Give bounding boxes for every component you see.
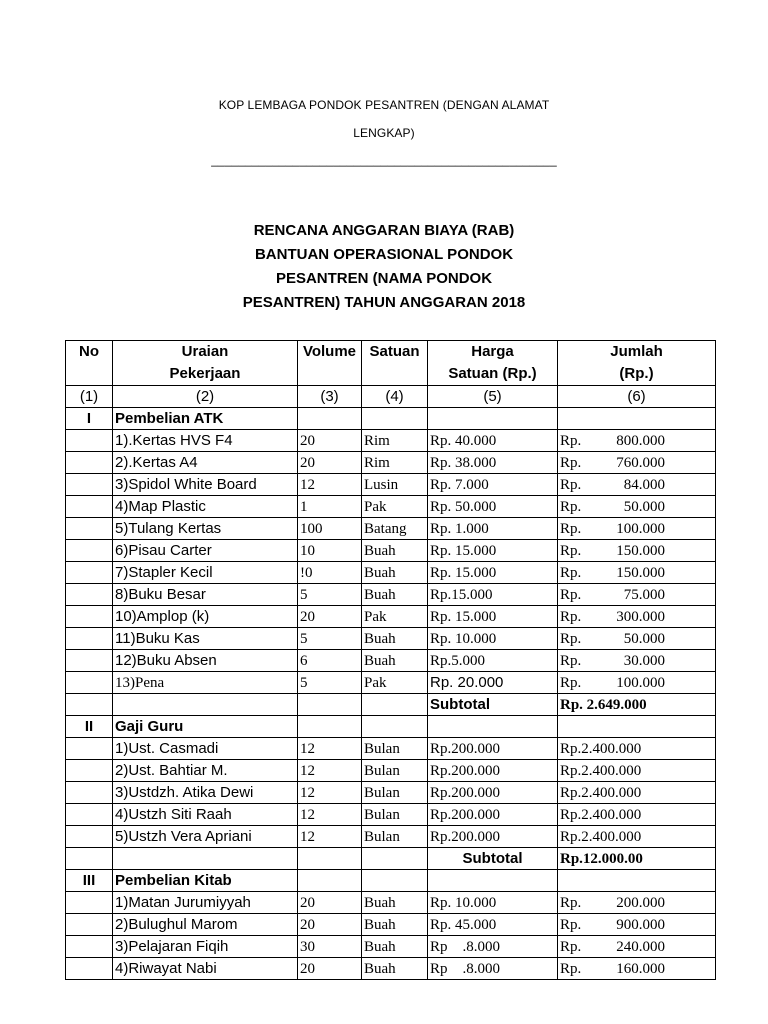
item-volume: 20 bbox=[298, 430, 362, 452]
title-line-3: PESANTREN (NAMA PONDOK bbox=[275, 270, 493, 287]
item-satuan: Buah bbox=[362, 914, 428, 936]
item-satuan: Pak bbox=[362, 606, 428, 628]
item-jumlah bbox=[558, 540, 716, 562]
item-harga: Rp. 7.000 bbox=[428, 474, 558, 496]
jumlah-currency: Rp. bbox=[560, 894, 582, 911]
item-volume: 12 bbox=[298, 826, 362, 848]
item-volume: 20 bbox=[298, 958, 362, 980]
header-harga: Harga Satuan (Rp.) bbox=[428, 341, 558, 386]
item-harga: Rp.200.000 bbox=[428, 782, 558, 804]
item-harga: Rp. 10.000 bbox=[428, 628, 558, 650]
empty-cell bbox=[66, 540, 113, 562]
empty-cell bbox=[362, 408, 428, 430]
empty-cell bbox=[66, 892, 113, 914]
section-row bbox=[66, 408, 716, 430]
section-title: Pembelian ATK bbox=[113, 408, 298, 430]
item-volume: 5 bbox=[298, 584, 362, 606]
jumlah-value: 160.000 bbox=[616, 960, 665, 977]
item-satuan: Buah bbox=[362, 892, 428, 914]
jumlah-value: 84.000 bbox=[623, 476, 665, 493]
jumlah-wrap bbox=[560, 629, 713, 649]
item-jumlah bbox=[558, 430, 716, 452]
item-harga: Rp. 15.000 bbox=[428, 540, 558, 562]
item-uraian: 6)Pisau Carter bbox=[113, 540, 298, 562]
empty-cell bbox=[66, 848, 113, 870]
col-number: (3) bbox=[298, 386, 362, 408]
item-satuan: Rim bbox=[362, 430, 428, 452]
empty-cell bbox=[66, 496, 113, 518]
jumlah-currency: Rp. bbox=[560, 542, 582, 559]
subtotal-row bbox=[66, 694, 716, 716]
item-jumlah: Rp.2.400.000 bbox=[558, 760, 716, 782]
kop-line-2: LENGKAP) bbox=[353, 126, 415, 140]
item-satuan: Bulan bbox=[362, 738, 428, 760]
empty-cell bbox=[66, 936, 113, 958]
jumlah-wrap bbox=[560, 519, 713, 539]
table-row bbox=[66, 584, 716, 606]
item-jumlah bbox=[558, 584, 716, 606]
empty-cell bbox=[558, 716, 716, 738]
table-row bbox=[66, 606, 716, 628]
item-volume: 12 bbox=[298, 782, 362, 804]
item-harga: Rp.200.000 bbox=[428, 826, 558, 848]
jumlah-currency: Rp. bbox=[560, 652, 582, 669]
table-row bbox=[66, 452, 716, 474]
item-volume: 30 bbox=[298, 936, 362, 958]
item-harga: Rp. 10.000 bbox=[428, 892, 558, 914]
empty-cell bbox=[66, 914, 113, 936]
jumlah-currency: Rp. bbox=[560, 916, 582, 933]
table-row bbox=[66, 628, 716, 650]
item-harga: Rp.200.000 bbox=[428, 738, 558, 760]
table-row bbox=[66, 430, 716, 452]
jumlah-currency: Rp. bbox=[560, 586, 582, 603]
item-satuan: Buah bbox=[362, 628, 428, 650]
section-number: I bbox=[66, 408, 113, 430]
item-volume: 12 bbox=[298, 804, 362, 826]
jumlah-wrap bbox=[560, 497, 713, 517]
item-volume: 12 bbox=[298, 738, 362, 760]
kop-line-1: KOP LEMBAGA PONDOK PESANTREN (DENGAN ALAMAT bbox=[218, 98, 550, 112]
jumlah-value: 150.000 bbox=[616, 542, 665, 559]
jumlah-currency: Rp. bbox=[560, 608, 582, 625]
empty-cell bbox=[66, 738, 113, 760]
section-number: III bbox=[66, 870, 113, 892]
item-jumlah bbox=[558, 892, 716, 914]
jumlah-wrap bbox=[560, 937, 713, 957]
item-harga: Rp. 1.000 bbox=[428, 518, 558, 540]
header-no: No bbox=[66, 341, 113, 386]
jumlah-currency: Rp. bbox=[560, 432, 582, 449]
item-uraian: 2)Ust. Bahtiar M. bbox=[113, 760, 298, 782]
item-satuan: Buah bbox=[362, 958, 428, 980]
item-jumlah bbox=[558, 496, 716, 518]
item-uraian: 1)Matan Jurumiyyah bbox=[113, 892, 298, 914]
item-uraian: 11)Buku Kas bbox=[113, 628, 298, 650]
item-uraian: 13)Pena bbox=[113, 672, 298, 694]
col-number: (2) bbox=[113, 386, 298, 408]
header-satuan: Satuan bbox=[362, 341, 428, 386]
item-harga: Rp .8.000 bbox=[428, 958, 558, 980]
jumlah-value: 760.000 bbox=[616, 454, 665, 471]
item-uraian: 2).Kertas A4 bbox=[113, 452, 298, 474]
item-volume: 5 bbox=[298, 628, 362, 650]
empty-cell bbox=[66, 650, 113, 672]
empty-cell bbox=[66, 826, 113, 848]
table-row bbox=[66, 914, 716, 936]
item-harga: Rp. 15.000 bbox=[428, 606, 558, 628]
item-harga: Rp.15.000 bbox=[428, 584, 558, 606]
item-volume: 12 bbox=[298, 474, 362, 496]
table-row bbox=[66, 474, 716, 496]
empty-cell bbox=[66, 606, 113, 628]
item-volume: 20 bbox=[298, 914, 362, 936]
section-row bbox=[66, 870, 716, 892]
item-jumlah bbox=[558, 958, 716, 980]
item-volume: 10 bbox=[298, 540, 362, 562]
table-row bbox=[66, 496, 716, 518]
item-harga: Rp.5.000 bbox=[428, 650, 558, 672]
item-jumlah bbox=[558, 672, 716, 694]
empty-cell bbox=[298, 408, 362, 430]
jumlah-currency: Rp. bbox=[560, 520, 582, 537]
item-volume: 1 bbox=[298, 496, 362, 518]
subtotal-label: Subtotal bbox=[428, 694, 558, 716]
item-uraian: 1).Kertas HVS F4 bbox=[113, 430, 298, 452]
empty-cell bbox=[66, 760, 113, 782]
jumlah-currency: Rp. bbox=[560, 454, 582, 471]
section-row bbox=[66, 716, 716, 738]
col-number: (4) bbox=[362, 386, 428, 408]
item-harga: Rp. 50.000 bbox=[428, 496, 558, 518]
table-row bbox=[66, 562, 716, 584]
item-uraian: 4)Ustzh Siti Raah bbox=[113, 804, 298, 826]
item-harga: Rp. 45.000 bbox=[428, 914, 558, 936]
item-harga: Rp. 20.000 bbox=[428, 672, 558, 694]
item-volume: 20 bbox=[298, 892, 362, 914]
table-row bbox=[66, 804, 716, 826]
jumlah-wrap bbox=[560, 475, 713, 495]
jumlah-currency: Rp. bbox=[560, 960, 582, 977]
item-jumlah: Rp.2.400.000 bbox=[558, 804, 716, 826]
table-row bbox=[66, 760, 716, 782]
item-jumlah bbox=[558, 562, 716, 584]
jumlah-currency: Rp. bbox=[560, 476, 582, 493]
empty-cell bbox=[428, 408, 558, 430]
item-uraian: 4)Map Plastic bbox=[113, 496, 298, 518]
item-harga: Rp.200.000 bbox=[428, 760, 558, 782]
jumlah-value: 50.000 bbox=[623, 630, 665, 647]
item-uraian: 7)Stapler Kecil bbox=[113, 562, 298, 584]
item-jumlah bbox=[558, 452, 716, 474]
empty-cell bbox=[362, 716, 428, 738]
empty-cell bbox=[428, 870, 558, 892]
jumlah-value: 30.000 bbox=[623, 652, 665, 669]
item-jumlah bbox=[558, 518, 716, 540]
empty-cell bbox=[298, 694, 362, 716]
table-row bbox=[66, 738, 716, 760]
table-row bbox=[66, 936, 716, 958]
item-harga: Rp. 38.000 bbox=[428, 452, 558, 474]
jumlah-wrap bbox=[560, 541, 713, 561]
subtotal-value: Rp. 2.649.000 bbox=[558, 694, 716, 716]
header-volume: Volume bbox=[298, 341, 362, 386]
empty-cell bbox=[298, 870, 362, 892]
item-harga: Rp.200.000 bbox=[428, 804, 558, 826]
jumlah-currency: Rp. bbox=[560, 630, 582, 647]
table-row bbox=[66, 672, 716, 694]
item-uraian: 3)Spidol White Board bbox=[113, 474, 298, 496]
empty-cell bbox=[558, 870, 716, 892]
item-satuan: Bulan bbox=[362, 826, 428, 848]
empty-cell bbox=[113, 848, 298, 870]
empty-cell bbox=[66, 430, 113, 452]
item-uraian: 10)Amplop (k) bbox=[113, 606, 298, 628]
empty-cell bbox=[66, 804, 113, 826]
empty-cell bbox=[66, 584, 113, 606]
subtotal-label: Subtotal bbox=[428, 848, 558, 870]
item-volume: !0 bbox=[298, 562, 362, 584]
jumlah-value: 75.000 bbox=[623, 586, 665, 603]
item-volume: 5 bbox=[298, 672, 362, 694]
table-row bbox=[66, 892, 716, 914]
empty-cell bbox=[362, 870, 428, 892]
item-volume: 20 bbox=[298, 606, 362, 628]
item-satuan: Buah bbox=[362, 562, 428, 584]
table-row bbox=[66, 650, 716, 672]
header-jumlah: Jumlah (Rp.) bbox=[558, 341, 716, 386]
col-number: (6) bbox=[558, 386, 716, 408]
item-satuan: Bulan bbox=[362, 760, 428, 782]
table-header-row bbox=[66, 341, 716, 386]
item-harga: Rp. 15.000 bbox=[428, 562, 558, 584]
jumlah-wrap bbox=[560, 959, 713, 979]
item-satuan: Bulan bbox=[362, 804, 428, 826]
col-number: (1) bbox=[66, 386, 113, 408]
item-satuan: Batang bbox=[362, 518, 428, 540]
empty-cell bbox=[66, 958, 113, 980]
jumlah-wrap bbox=[560, 607, 713, 627]
section-title: Pembelian Kitab bbox=[113, 870, 298, 892]
item-volume: 100 bbox=[298, 518, 362, 540]
empty-cell bbox=[298, 848, 362, 870]
item-jumlah bbox=[558, 650, 716, 672]
item-satuan: Buah bbox=[362, 936, 428, 958]
jumlah-wrap bbox=[560, 893, 713, 913]
item-volume: 20 bbox=[298, 452, 362, 474]
item-jumlah: Rp.2.400.000 bbox=[558, 738, 716, 760]
item-satuan: Buah bbox=[362, 540, 428, 562]
title-line-2: BANTUAN OPERASIONAL PONDOK bbox=[254, 246, 514, 263]
jumlah-value: 300.000 bbox=[616, 608, 665, 625]
item-satuan: Rim bbox=[362, 452, 428, 474]
empty-cell bbox=[66, 672, 113, 694]
item-uraian: 4)Riwayat Nabi bbox=[113, 958, 298, 980]
item-harga: Rp .8.000 bbox=[428, 936, 558, 958]
empty-cell bbox=[362, 694, 428, 716]
item-jumlah bbox=[558, 914, 716, 936]
header-uraian: Uraian Pekerjaan bbox=[113, 341, 298, 386]
empty-cell bbox=[66, 452, 113, 474]
jumlah-wrap bbox=[560, 563, 713, 583]
item-jumlah bbox=[558, 474, 716, 496]
jumlah-currency: Rp. bbox=[560, 564, 582, 581]
item-uraian: 5)Tulang Kertas bbox=[113, 518, 298, 540]
item-jumlah bbox=[558, 606, 716, 628]
jumlah-wrap bbox=[560, 453, 713, 473]
jumlah-value: 800.000 bbox=[616, 432, 665, 449]
table-row bbox=[66, 782, 716, 804]
jumlah-value: 50.000 bbox=[623, 498, 665, 515]
subtotal-value: Rp.12.000.00 bbox=[558, 848, 716, 870]
item-satuan: Pak bbox=[362, 496, 428, 518]
empty-cell bbox=[362, 848, 428, 870]
empty-cell bbox=[66, 782, 113, 804]
col-number: (5) bbox=[428, 386, 558, 408]
item-uraian: 2)Bulughul Marom bbox=[113, 914, 298, 936]
item-jumlah bbox=[558, 628, 716, 650]
jumlah-wrap bbox=[560, 651, 713, 671]
table-row bbox=[66, 826, 716, 848]
item-harga: Rp. 40.000 bbox=[428, 430, 558, 452]
empty-cell bbox=[66, 562, 113, 584]
empty-cell bbox=[66, 628, 113, 650]
item-uraian: 3)Ustdzh. Atika Dewi bbox=[113, 782, 298, 804]
jumlah-value: 150.000 bbox=[616, 564, 665, 581]
column-number-row bbox=[66, 386, 716, 408]
jumlah-currency: Rp. bbox=[560, 498, 582, 515]
kop-underline: ___________________________________________________ bbox=[211, 153, 557, 167]
item-satuan: Bulan bbox=[362, 782, 428, 804]
empty-cell bbox=[298, 716, 362, 738]
item-satuan: Lusin bbox=[362, 474, 428, 496]
jumlah-value: 100.000 bbox=[616, 520, 665, 537]
empty-cell bbox=[558, 408, 716, 430]
item-uraian: 3)Pelajaran Fiqih bbox=[113, 936, 298, 958]
jumlah-wrap bbox=[560, 585, 713, 605]
item-satuan: Buah bbox=[362, 650, 428, 672]
item-jumlah bbox=[558, 936, 716, 958]
subtotal-row bbox=[66, 848, 716, 870]
jumlah-value: 200.000 bbox=[616, 894, 665, 911]
item-jumlah: Rp.2.400.000 bbox=[558, 826, 716, 848]
table-row bbox=[66, 540, 716, 562]
empty-cell bbox=[66, 474, 113, 496]
item-satuan: Pak bbox=[362, 672, 428, 694]
section-title: Gaji Guru bbox=[113, 716, 298, 738]
title-line-4: PESANTREN) TAHUN ANGGARAN 2018 bbox=[242, 294, 526, 311]
section-number: II bbox=[66, 716, 113, 738]
empty-cell bbox=[66, 694, 113, 716]
table-row bbox=[66, 958, 716, 980]
empty-cell bbox=[66, 518, 113, 540]
title-line-1: RENCANA ANGGARAN BIAYA (RAB) bbox=[253, 222, 515, 239]
rab-table bbox=[65, 340, 716, 980]
jumlah-currency: Rp. bbox=[560, 674, 582, 691]
empty-cell bbox=[428, 716, 558, 738]
item-uraian: 1)Ust. Casmadi bbox=[113, 738, 298, 760]
jumlah-value: 240.000 bbox=[616, 938, 665, 955]
item-jumlah: Rp.2.400.000 bbox=[558, 782, 716, 804]
item-volume: 12 bbox=[298, 760, 362, 782]
empty-cell bbox=[113, 694, 298, 716]
jumlah-value: 100.000 bbox=[616, 674, 665, 691]
item-satuan: Buah bbox=[362, 584, 428, 606]
table-row bbox=[66, 518, 716, 540]
jumlah-value: 900.000 bbox=[616, 916, 665, 933]
jumlah-wrap bbox=[560, 431, 713, 451]
jumlah-wrap bbox=[560, 915, 713, 935]
item-volume: 6 bbox=[298, 650, 362, 672]
item-uraian: 12)Buku Absen bbox=[113, 650, 298, 672]
jumlah-currency: Rp. bbox=[560, 938, 582, 955]
item-uraian: 8)Buku Besar bbox=[113, 584, 298, 606]
item-uraian: 5)Ustzh Vera Apriani bbox=[113, 826, 298, 848]
jumlah-wrap bbox=[560, 673, 713, 693]
